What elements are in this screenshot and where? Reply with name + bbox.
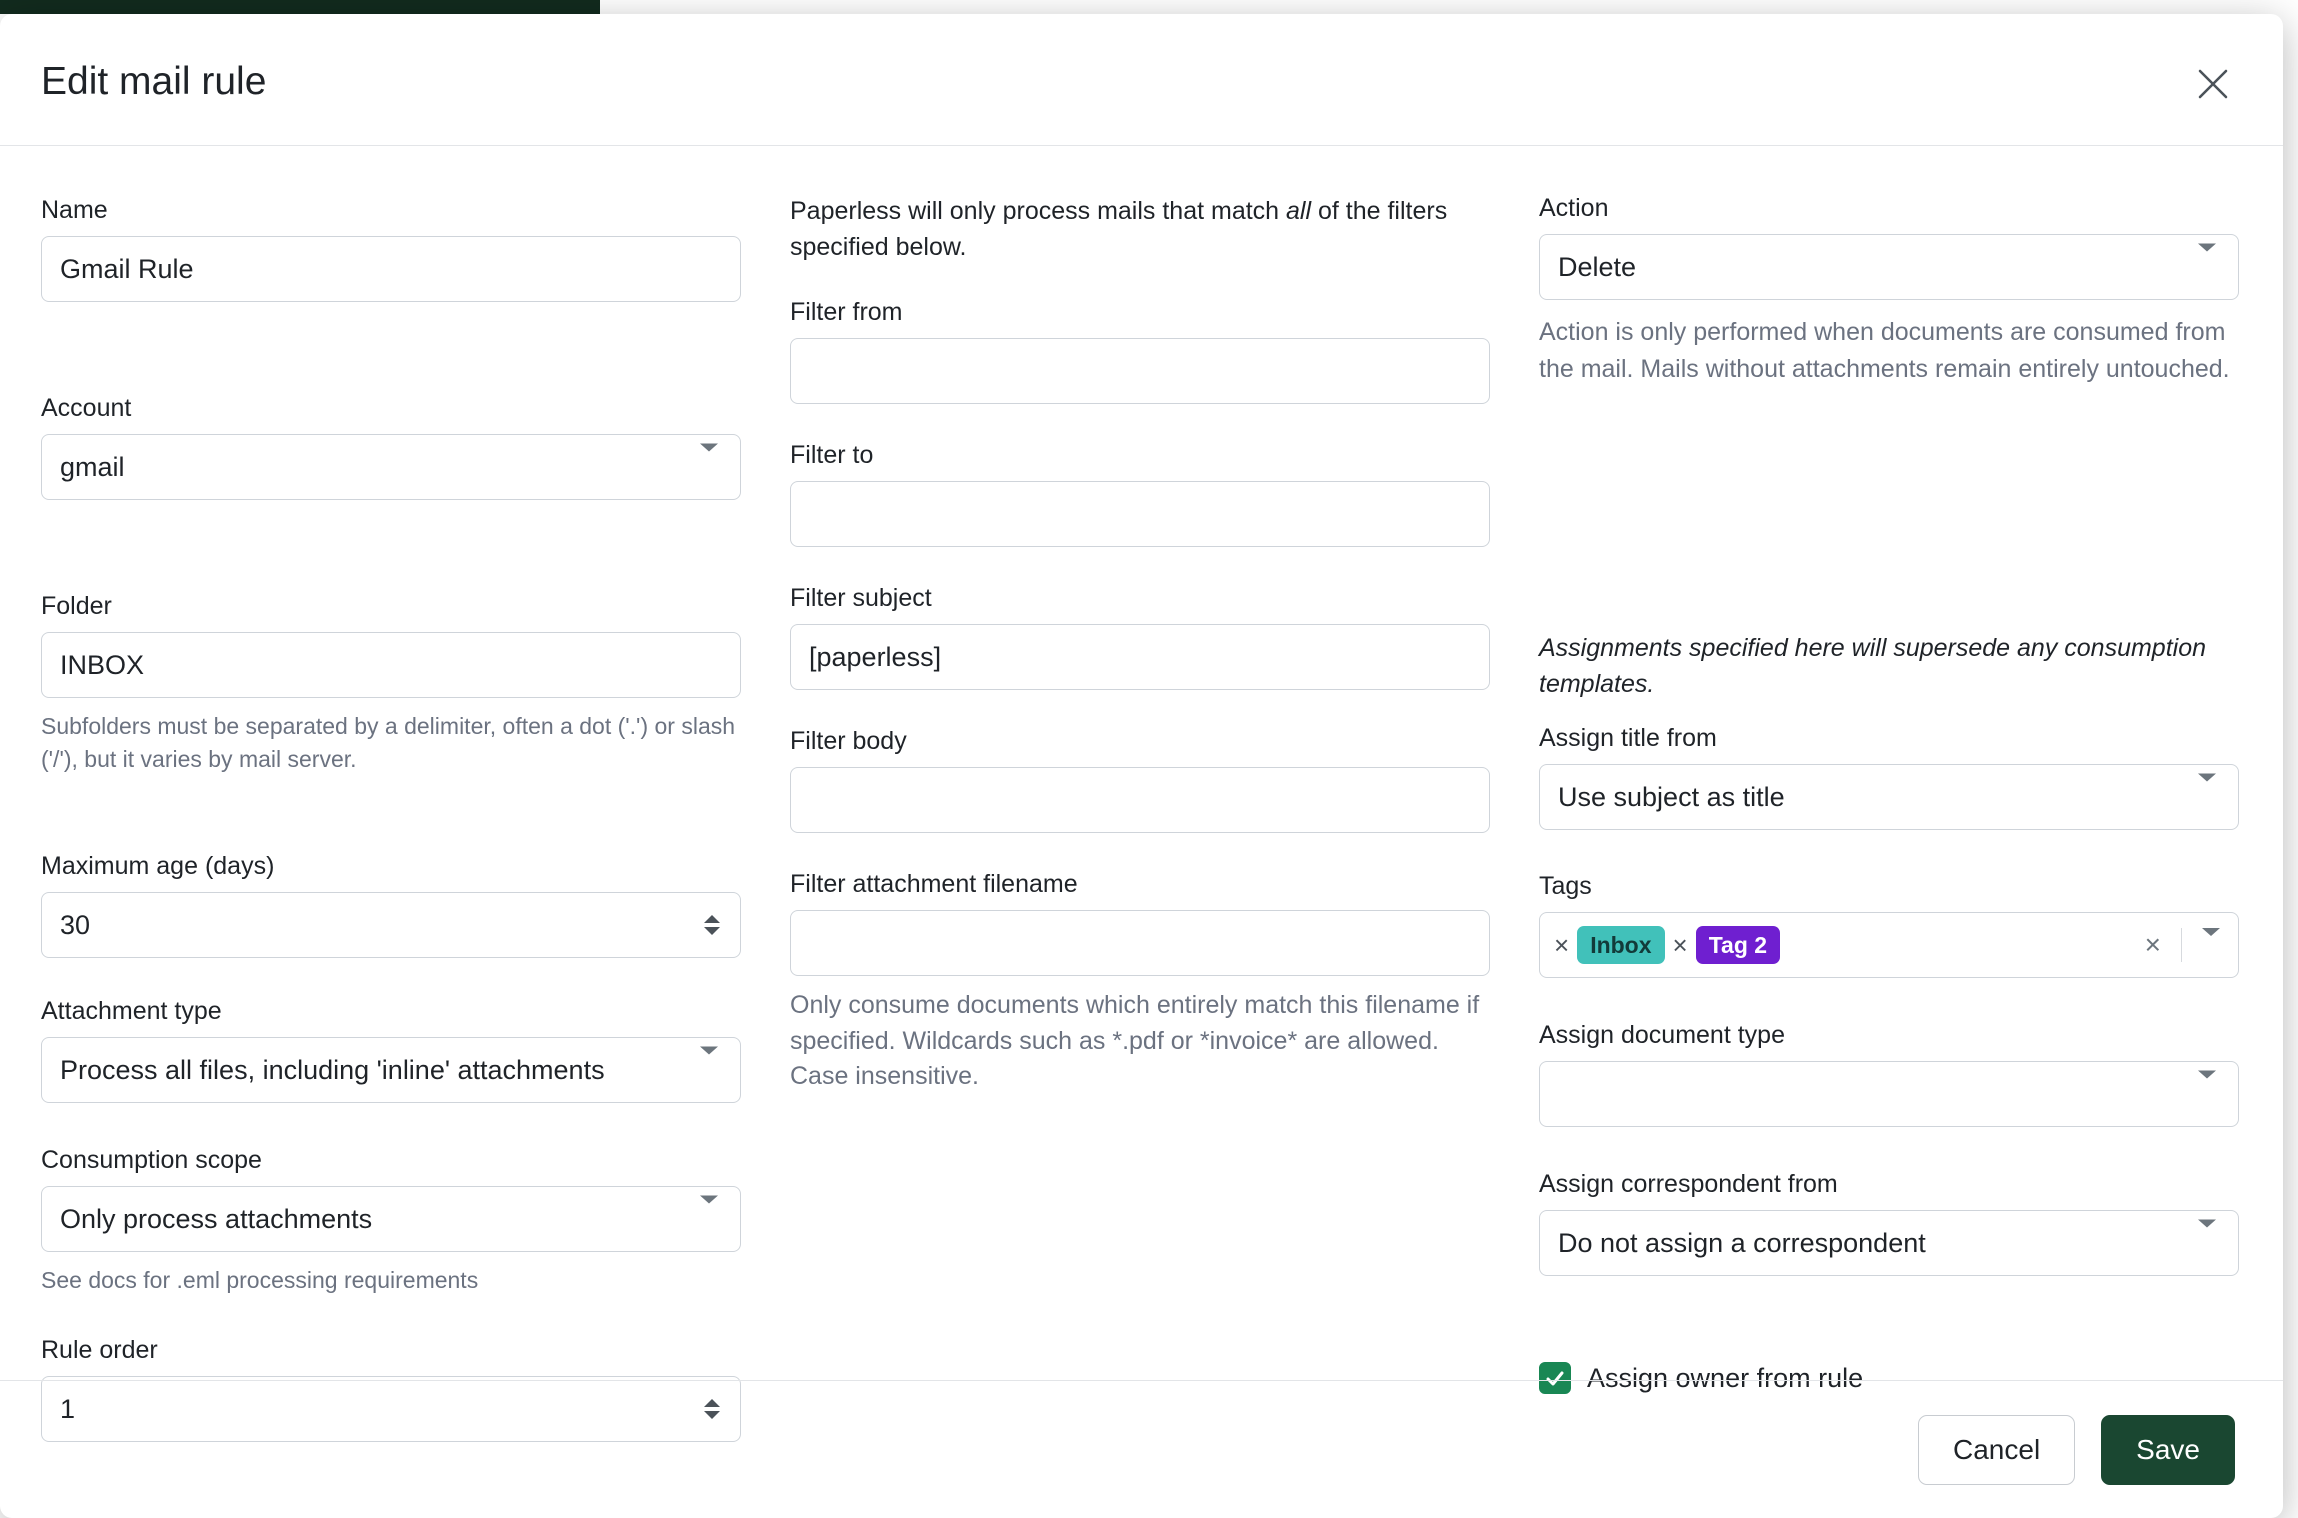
- filter-attachment-filename-hint: Only consume documents which entirely match this filename if specified. Wildcards such as *.pdf or *invoice* are allowed. Case insensitive.: [790, 991, 1480, 1090]
- consumption-scope-field-group: [41, 1146, 741, 1297]
- filter-from-group: [790, 298, 1490, 404]
- assign-title-from-value: Use subject as title: [1558, 781, 1785, 812]
- consumption-scope-value: Only process attachments: [60, 1203, 373, 1234]
- maximum-age-value: 30: [60, 909, 91, 940]
- name-field-group: [41, 196, 741, 302]
- attachment-type-label: Attachment type: [41, 997, 222, 1025]
- filter-attachment-filename-input[interactable]: [790, 910, 1490, 976]
- filter-body-input[interactable]: [790, 767, 1490, 833]
- action-select-value: Delete: [1558, 251, 1637, 282]
- filter-to-group: [790, 441, 1490, 547]
- account-label: Account: [41, 394, 132, 422]
- filter-body-label: Filter body: [790, 727, 907, 755]
- save-button[interactable]: Save: [2101, 1415, 2235, 1485]
- filter-subject-label: Filter subject: [790, 584, 932, 612]
- assign-document-type-label: Assign document type: [1539, 1021, 1785, 1049]
- assign-document-type-select[interactable]: [1539, 1061, 2239, 1127]
- rule-order-value: 1: [60, 1393, 76, 1424]
- action-group: [1539, 194, 2239, 388]
- dialog-title: Edit mail rule: [41, 60, 267, 103]
- tags-label: Tags: [1539, 872, 1592, 900]
- filter-attachment-filename-label: Filter attachment filename: [790, 870, 1078, 898]
- folder-hint: Subfolders must be separated by a delimiter, often a dot ('.') or slash ('/'), but it varies by mail server.: [41, 713, 736, 772]
- account-field-group: [41, 394, 741, 500]
- remove-tag-icon[interactable]: ×: [1554, 930, 1570, 960]
- filters-intro-after: of the filters specified below.: [790, 197, 1448, 261]
- assign-correspondent-from-group: [1539, 1170, 2239, 1276]
- stepper-down-icon[interactable]: [704, 927, 720, 935]
- maximum-age-field-group: [41, 852, 741, 958]
- dialog-header: [0, 14, 2283, 146]
- chevron-down-icon: [700, 1055, 718, 1086]
- maximum-age-input[interactable]: [41, 892, 741, 958]
- assign-title-from-label: Assign title from: [1539, 724, 1717, 752]
- maximum-age-stepper[interactable]: [704, 915, 720, 935]
- name-input[interactable]: Gmail Rule: [41, 236, 741, 302]
- chevron-down-icon: [700, 1204, 718, 1235]
- tags-multiselect[interactable]: [1539, 912, 2239, 978]
- filters-intro: [790, 194, 1480, 265]
- filter-attachment-filename-group: [790, 870, 1490, 1095]
- assign-title-from-group: [1539, 724, 2239, 830]
- account-select-value: gmail: [60, 451, 125, 482]
- filter-from-input[interactable]: [790, 338, 1490, 404]
- filters-intro-before: Paperless will only process mails that match: [790, 197, 1287, 225]
- tag-pill: Inbox: [1577, 926, 1664, 964]
- account-select[interactable]: [41, 434, 741, 500]
- filter-to-input[interactable]: [790, 481, 1490, 547]
- action-hint: Action is only performed when documents are consumed from the mail. Mails without attachments remain entirely untouched.: [1539, 318, 2230, 383]
- filter-subject-group: [790, 584, 1490, 690]
- background-top-bar: [0, 0, 600, 14]
- filter-from-label: Filter from: [790, 298, 903, 326]
- consumption-scope-hint: See docs for .eml processing requirements: [41, 1267, 479, 1293]
- filter-to-label: Filter to: [790, 441, 874, 469]
- chevron-down-icon: [2198, 252, 2216, 283]
- assign-correspondent-from-select[interactable]: [1539, 1210, 2239, 1276]
- consumption-scope-label: Consumption scope: [41, 1146, 262, 1174]
- chevron-down-icon: [2198, 782, 2216, 813]
- tag-chip[interactable]: [1673, 926, 1781, 964]
- close-icon[interactable]: [2191, 62, 2235, 106]
- filters-intro-emphasis: all: [1286, 197, 1312, 225]
- assign-correspondent-from-label: Assign correspondent from: [1539, 1170, 1838, 1198]
- chevron-down-icon: [700, 452, 718, 483]
- attachment-type-field-group: [41, 997, 741, 1103]
- tags-controls: [2145, 928, 2220, 962]
- clear-tags-icon[interactable]: ×: [2144, 929, 2161, 960]
- assign-owner-from-rule-label: Assign owner from rule: [1587, 1362, 1864, 1393]
- assign-title-from-select[interactable]: [1539, 764, 2239, 830]
- filter-body-group: [790, 727, 1490, 833]
- remove-tag-icon[interactable]: ×: [1672, 930, 1688, 960]
- consumption-scope-select[interactable]: [41, 1186, 741, 1252]
- chevron-down-icon: [2198, 1228, 2216, 1259]
- rule-order-label: Rule order: [41, 1336, 158, 1364]
- tag-chip[interactable]: [1554, 926, 1665, 964]
- dialog-body: [0, 146, 2283, 1424]
- tag-pill: Tag 2: [1696, 926, 1780, 964]
- dialog-footer: [0, 1380, 2283, 1518]
- assign-correspondent-from-value: Do not assign a correspondent: [1558, 1227, 1926, 1258]
- chevron-down-icon[interactable]: [2202, 936, 2220, 954]
- attachment-type-value: Process all files, including 'inline' attachments: [60, 1054, 605, 1085]
- chevron-down-icon: [2198, 1079, 2216, 1110]
- assignments-note: Assignments specified here will supersede any consumption templates.: [1539, 634, 2207, 698]
- maximum-age-label: Maximum age (days): [41, 852, 275, 880]
- action-label: Action: [1539, 194, 1609, 222]
- folder-field-group: [41, 592, 741, 775]
- tags-divider: [2181, 928, 2182, 962]
- action-select[interactable]: [1539, 234, 2239, 300]
- filter-subject-input[interactable]: [paperless]: [790, 624, 1490, 690]
- folder-input[interactable]: INBOX: [41, 632, 741, 698]
- cancel-button[interactable]: Cancel: [1918, 1415, 2075, 1485]
- assign-document-type-group: [1539, 1021, 2239, 1127]
- attachment-type-select[interactable]: [41, 1037, 741, 1103]
- name-label: Name: [41, 196, 108, 224]
- folder-label: Folder: [41, 592, 112, 620]
- edit-mail-rule-dialog: [0, 14, 2283, 1518]
- stepper-up-icon[interactable]: [704, 915, 720, 923]
- tags-group: [1539, 872, 2239, 978]
